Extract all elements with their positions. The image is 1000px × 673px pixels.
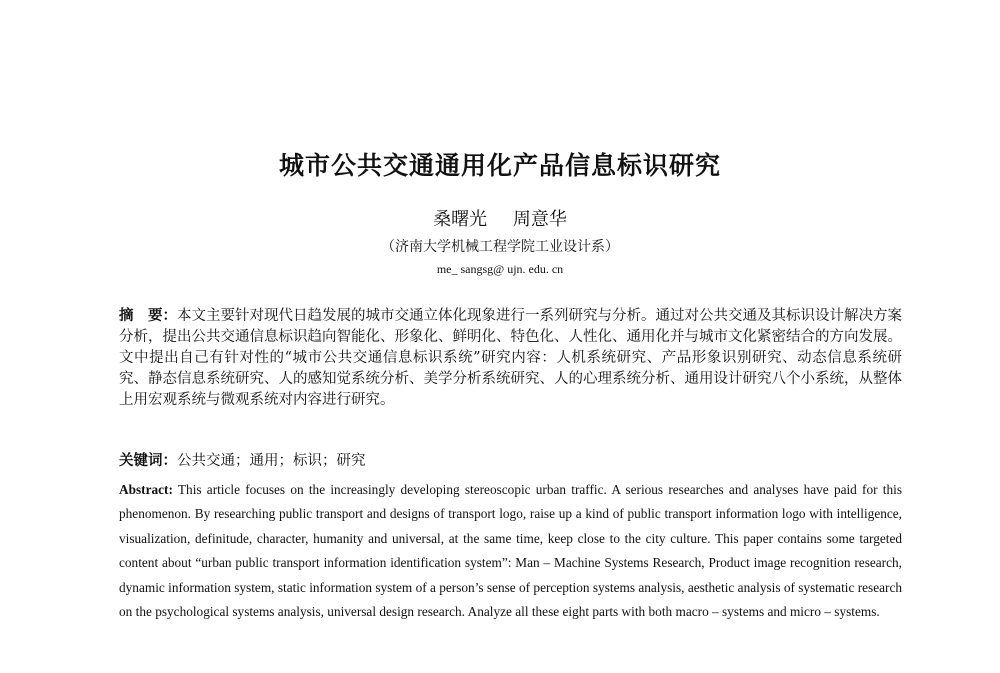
abstract-zh-label: 摘 要： <box>119 308 177 324</box>
paper-title: 城市公共交通通用化产品信息标识研究 <box>278 151 721 180</box>
keywords <box>119 451 902 472</box>
paper-email: me_ sangsg@ ujn. edu. cn <box>436 262 564 276</box>
abstract-en-text: This article focuses on the increasingly developing stereoscopic urban traffic. A serious researches and analyses have paid for this phenomenon. By researching public transport and designs of transport logo, raise up a kind of public transport information logo with intelligence, visualization, definitude, character, humanity and universal, at the same time, keep close to the city culture. This paper contains some targeted content about “urban public transport information identification system”: Man – Machine Systems Research, Product image recognition research, dynamic information system, static information system of a person’s sense of perception systems analysis, aesthetic analysis of systematic research on the psychological systems analysis, universal design research. Analyze all these eight parts with both macro – systems and micro – systems. <box>119 482 902 620</box>
paper-authors: 桑曙光 周意华 <box>433 209 567 230</box>
abstract-zh <box>119 306 902 411</box>
abstract-en <box>119 478 902 624</box>
abstract-en-label: Abstract: <box>119 482 173 497</box>
paper-affiliation: （济南大学机械工程学院工业设计系） <box>381 239 619 255</box>
keywords-text: 公共交通；通用；标识；研究 <box>177 453 366 469</box>
keywords-label: 关键词： <box>119 453 177 469</box>
abstract-zh-text: 本文主要针对现代日趋发展的城市交通立体化现象进行一系列研究与分析。通过对公共交通及其标识设计解决方案分析，提出公共交通信息标识趋向智能化、形象化、鲜明化、特色化、人性化、通用化并与城市文化紧密结合的方向发展。文中提出自己有针对性的“城市公共交通信息标识系统”研究内容：人机系统研究、产品形象识别研究、动态信息系统研究、静态信息系统研究、人的感知觉系统分析、美学分析系统研究、人的心理系统分析、通用设计研究八个小系统，从整体上用宏观系统与微观系统对内容进行研究。 <box>119 308 902 408</box>
